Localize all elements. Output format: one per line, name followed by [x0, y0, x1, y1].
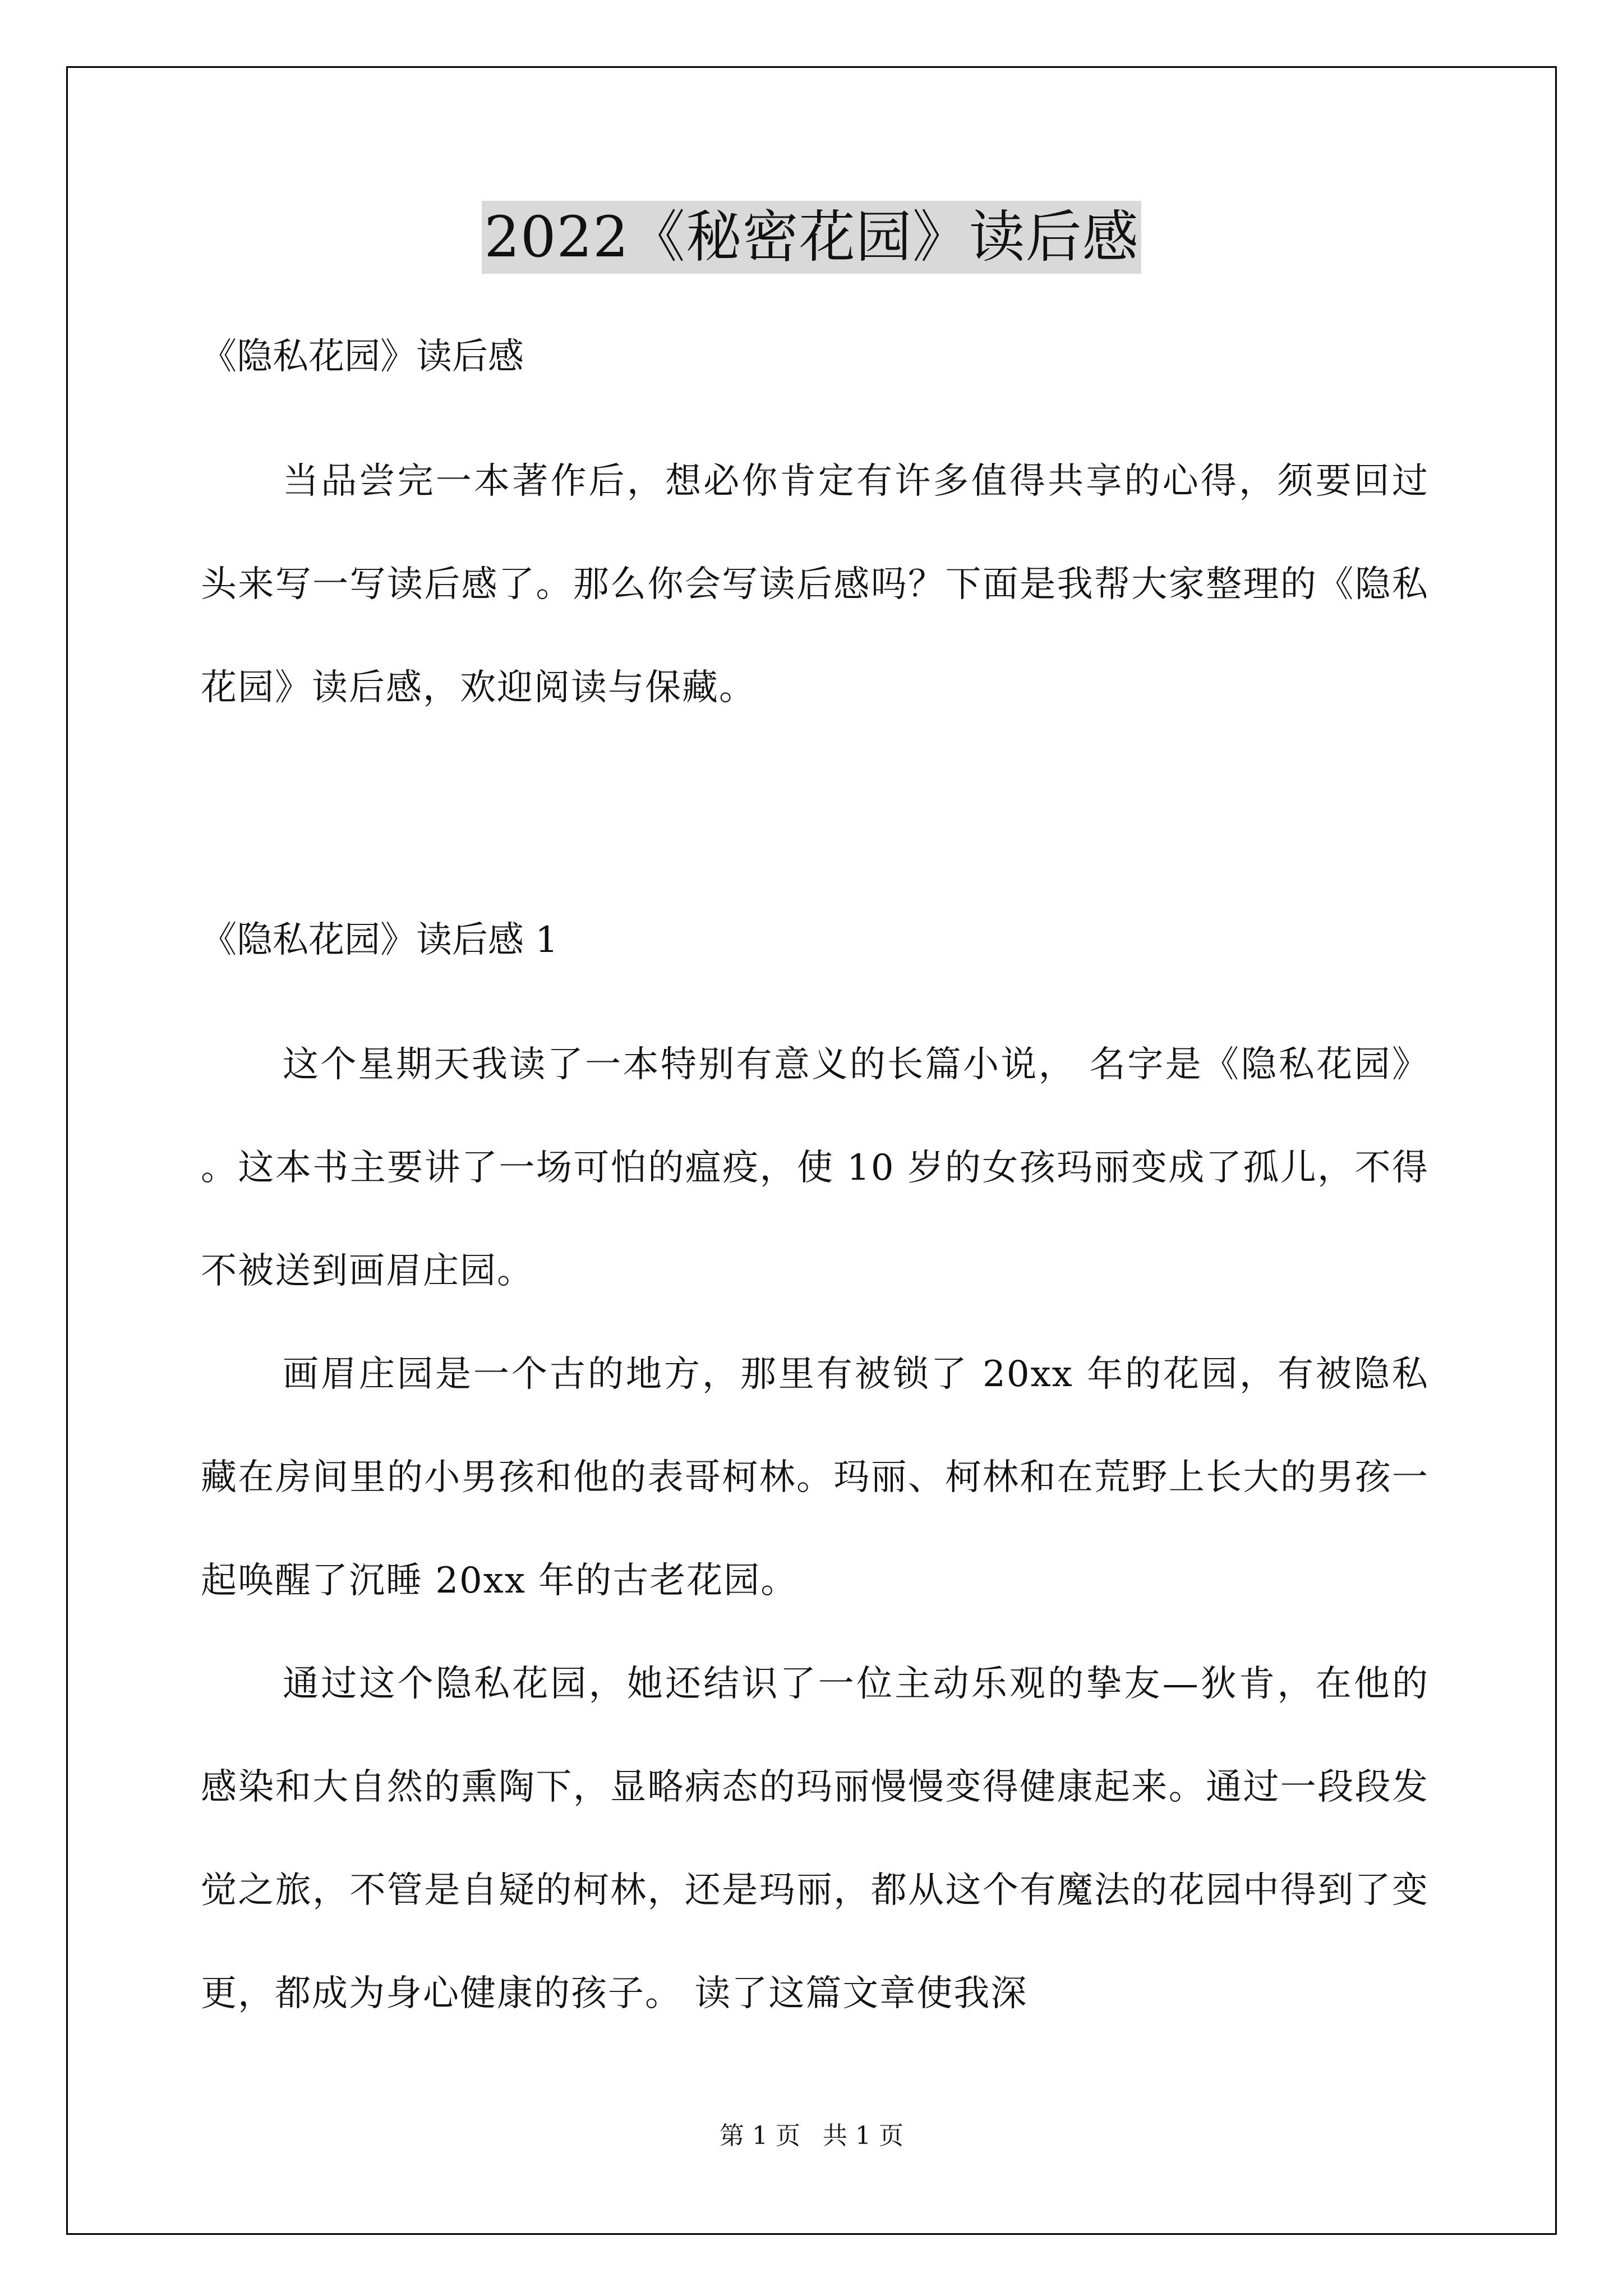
page-footer: [0, 2119, 1623, 2153]
page-number: 第 1 页: [720, 2122, 800, 2150]
body-paragraph-1: 这个星期天我读了一本特别有意义的长篇小说， 名字是《隐私花园》 。这本书主要讲了一场可怕的瘟疫，使 10 岁的女孩玛丽变成了孤儿，不得不被送到画眉庄园。: [201, 1044, 1429, 1292]
body-paragraph-3: 通过这个隐私花园，她还结识了一位主动乐观的挚友—狄肯，在他的感染和大自然的熏陶下，显略病态的玛丽慢慢变得健康起来。通过一段段发觉之旅，不管是自疑的柯林，还是玛丽，都从这个有魔法的花园中得到了变更，都成为身心健康的孩子。 读了这篇文章使我深: [201, 1663, 1429, 2014]
page-total: 共 1 页: [823, 2122, 903, 2150]
title-container: [0, 201, 1623, 274]
document-title: 2022《秘密花园》读后感: [482, 201, 1141, 274]
intro-heading: 《隐私花园》读后感: [201, 336, 524, 378]
section1-heading: 《隐私花园》读后感 1: [201, 919, 559, 961]
body-paragraph-2: 画眉庄园是一个古的地方，那里有被锁了 20xx 年的花园，有被隐私藏在房间里的小男孩和他的表哥柯林。玛丽、柯林和在荒野上长大的男孩一起唤醒了沉睡 20xx 年的古老花园。: [201, 1354, 1429, 1602]
intro-paragraph: 当品尝完一本著作后，想必你肯定有许多值得共享的心得，须要回过头来写一写读后感了。那么你会写读后感吗？下面是我帮大家整理的《隐私花园》读后感，欢迎阅读与保藏。: [201, 461, 1429, 708]
